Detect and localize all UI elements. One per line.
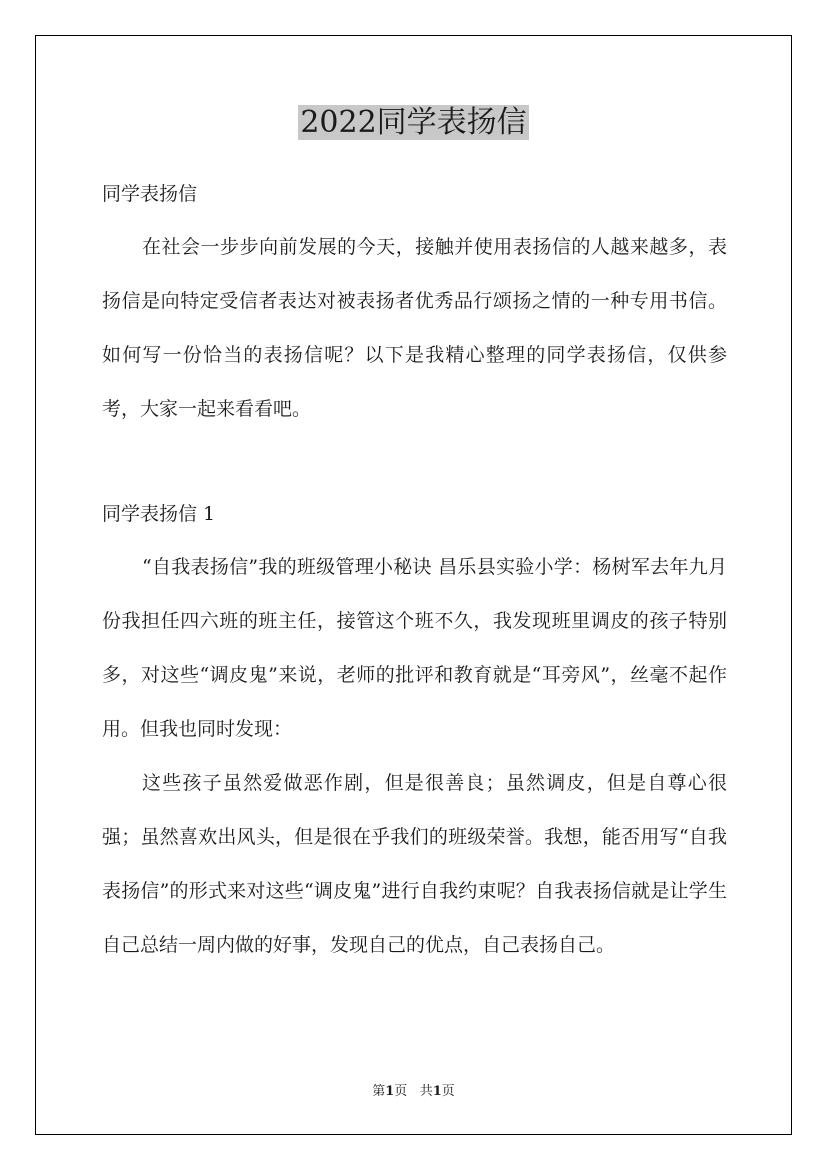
page-prefix: 第	[372, 1084, 386, 1099]
paragraph-spacer	[102, 436, 727, 488]
document-body	[102, 168, 727, 972]
page-footer	[0, 1083, 827, 1101]
section-heading: 同学表扬信	[102, 183, 198, 205]
document-title	[0, 103, 827, 143]
total-prefix: 共	[419, 1084, 433, 1099]
body-paragraph-2: 这些孩子虽然爱做恶作剧，但是很善良；虽然调皮，但是自尊心很强；虽然喜欢出风头，但是很在乎我们的班级荣誉。我想，能否用写“自我表扬信”的形式来对这些“调皮鬼”进行自我约束呢？自我表扬信就是让学生自己总结一周内做的好事，发现自己的优点，自己表扬自己。	[102, 772, 727, 956]
section-heading-1: 同学表扬信 1	[102, 503, 216, 525]
page-suffix: 页	[394, 1084, 408, 1099]
total-pages: 1	[432, 1084, 442, 1099]
body-paragraph-1: “自我表扬信”我的班级管理小秘诀 昌乐县实验小学：杨树军去年九月份我担任四六班的班主任，接管这个班不久，我发现班里调皮的孩子特别多，对这些“调皮鬼”来说，老师的批评和教育就是“耳旁风”，丝毫不起作用。但我也同时发现：	[102, 556, 727, 740]
page-number: 1	[385, 1084, 395, 1099]
document-title-text: 2022同学表扬信	[300, 105, 527, 140]
intro-paragraph: 在社会一步步向前发展的今天，接触并使用表扬信的人越来越多，表扬信是向特定受信者表达对被表扬者优秀品行颂扬之情的一种专用书信。如何写一份恰当的表扬信呢？以下是我精心整理的同学表扬信，仅供参考，大家一起来看看吧。	[102, 236, 727, 420]
total-suffix: 页	[441, 1084, 455, 1099]
